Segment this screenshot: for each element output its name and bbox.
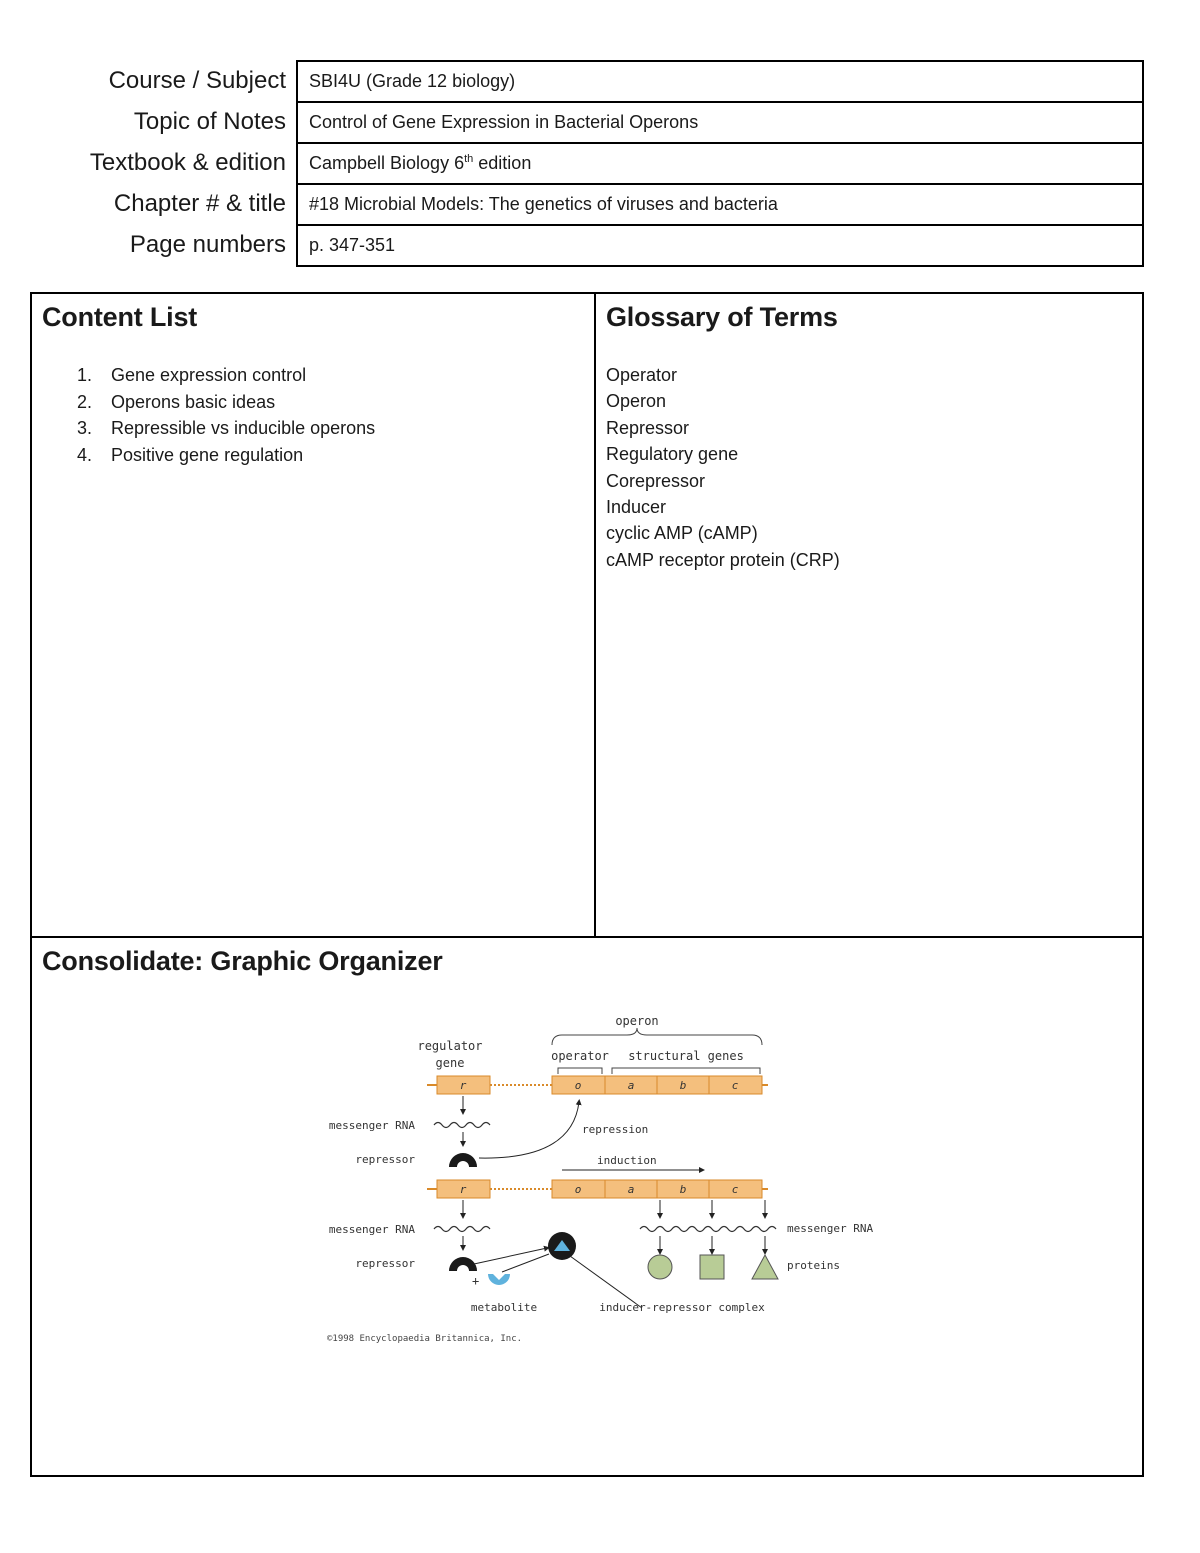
- operator-bracket: [558, 1068, 602, 1074]
- inducer-repressor-complex-label: inducer-repressor complex: [599, 1301, 765, 1314]
- gene-o-label: o: [574, 1079, 582, 1092]
- messenger-rna-label: messenger RNA: [328, 1119, 415, 1132]
- topic-label: Topic of Notes: [133, 108, 286, 135]
- induction-label: induction: [597, 1154, 657, 1167]
- gene-b-label: b: [679, 1183, 687, 1196]
- chapter-label: Chapter # & title: [113, 190, 286, 217]
- protein-triangle-icon: [752, 1255, 778, 1279]
- graphic-organizer-panel: [30, 936, 1144, 1477]
- proteins-label: proteins: [787, 1259, 840, 1272]
- info-table: [20, 60, 1144, 265]
- glossary-term: Operon: [606, 391, 667, 412]
- graphic-organizer-title: Consolidate: Graphic Organizer: [42, 946, 443, 976]
- glossary-list: [606, 362, 1132, 573]
- content-list: [42, 362, 584, 468]
- pages-label: Page numbers: [129, 231, 286, 258]
- operon-bracket: [552, 1028, 762, 1045]
- protein-circle-icon: [648, 1255, 672, 1279]
- metabolite-icon: [488, 1274, 510, 1285]
- textbook-label: Textbook & edition: [89, 149, 286, 176]
- operon-label: operon: [615, 1014, 659, 1028]
- topic-value: Control of Gene Expression in Bacterial Operons: [296, 101, 1144, 142]
- glossary-title: Glossary of Terms: [606, 302, 838, 332]
- repressor-protein-icon: [449, 1153, 477, 1167]
- list-item-number: 3.: [77, 418, 93, 438]
- glossary-term: Regulatory gene: [606, 444, 739, 465]
- protein-square-icon: [700, 1255, 724, 1279]
- gene-a-label: a: [627, 1183, 635, 1196]
- copyright-notice: ©1998 Encyclopaedia Britannica, Inc.: [327, 1334, 523, 1344]
- list-item-number: 2.: [77, 391, 93, 412]
- gene-c-label: c: [731, 1183, 739, 1196]
- list-item-text: Gene expression control: [111, 365, 307, 385]
- pages-value: p. 347-351: [296, 224, 1144, 267]
- gene-o-label: o: [574, 1183, 582, 1196]
- repressor-protein-icon: [449, 1257, 477, 1271]
- info-row-pages: [20, 224, 1144, 265]
- info-row-topic: [20, 101, 1144, 142]
- regulator-label-line1: regulator: [417, 1039, 483, 1053]
- list-item-number: 4.: [77, 444, 93, 465]
- textbook-value-sup: th: [464, 153, 474, 165]
- gene-a-label: a: [627, 1079, 635, 1092]
- repressor-label: repressor: [355, 1153, 415, 1166]
- repressor-label: repressor: [355, 1257, 415, 1270]
- glossary-term: Repressor: [606, 417, 690, 438]
- plus-sign: +: [472, 1274, 480, 1288]
- content-glossary-panel: [30, 292, 1144, 938]
- textbook-value-prefix: Campbell Biology 6: [309, 153, 465, 173]
- repression-arrow: [479, 1102, 579, 1158]
- gene-r-label: r: [459, 1079, 467, 1092]
- operator-label: operator: [551, 1049, 609, 1063]
- operon-diagram: [302, 1008, 902, 1363]
- operon-diagram-svg: [302, 1008, 902, 1358]
- info-row-textbook: [20, 142, 1144, 183]
- gene-b-label: b: [679, 1079, 687, 1092]
- gene-c-label: c: [731, 1079, 739, 1092]
- list-item: [42, 415, 584, 442]
- content-list-section: [32, 294, 596, 936]
- structural-genes-label: structural genes: [628, 1049, 744, 1063]
- textbook-value: [296, 142, 1144, 183]
- mrna-wave: [434, 1227, 490, 1232]
- list-item-text: Operons basic ideas: [111, 391, 276, 412]
- messenger-rna-label: messenger RNA: [787, 1222, 874, 1235]
- glossary-term: Inducer: [606, 497, 667, 518]
- list-item: [42, 389, 584, 416]
- messenger-rna-label: messenger RNA: [328, 1223, 415, 1236]
- info-row-course: [20, 60, 1144, 101]
- list-item-number: 1.: [77, 365, 93, 385]
- mrna-wave: [434, 1123, 490, 1128]
- glossary-term: cyclic AMP (cAMP): [606, 523, 758, 544]
- glossary-term: cAMP receptor protein (CRP): [606, 549, 840, 570]
- content-list-title: Content List: [42, 302, 198, 332]
- regulator-label-line2: gene: [435, 1056, 465, 1070]
- info-row-chapter: [20, 183, 1144, 224]
- metabolite-label: metabolite: [470, 1301, 538, 1314]
- chapter-value: #18 Microbial Models: The genetics of viruses and bacteria: [296, 183, 1144, 224]
- glossary-term: Corepressor: [606, 470, 706, 491]
- list-item-text: Positive gene regulation: [111, 444, 304, 465]
- glossary-section: [596, 294, 1142, 936]
- arrow-icon: [474, 1248, 547, 1264]
- repression-label: repression: [582, 1123, 649, 1136]
- textbook-value-suffix: edition: [473, 153, 532, 173]
- course-label: Course / Subject: [108, 67, 286, 94]
- gene-r-label: r: [459, 1183, 467, 1196]
- structural-bracket: [612, 1068, 760, 1074]
- course-value: SBI4U (Grade 12 biology): [296, 60, 1144, 101]
- glossary-term: Operator: [606, 365, 678, 385]
- mrna-wave: [640, 1227, 776, 1232]
- list-item-text: Repressible vs inducible operons: [111, 418, 376, 438]
- list-item: [42, 362, 584, 389]
- list-item: [42, 442, 584, 469]
